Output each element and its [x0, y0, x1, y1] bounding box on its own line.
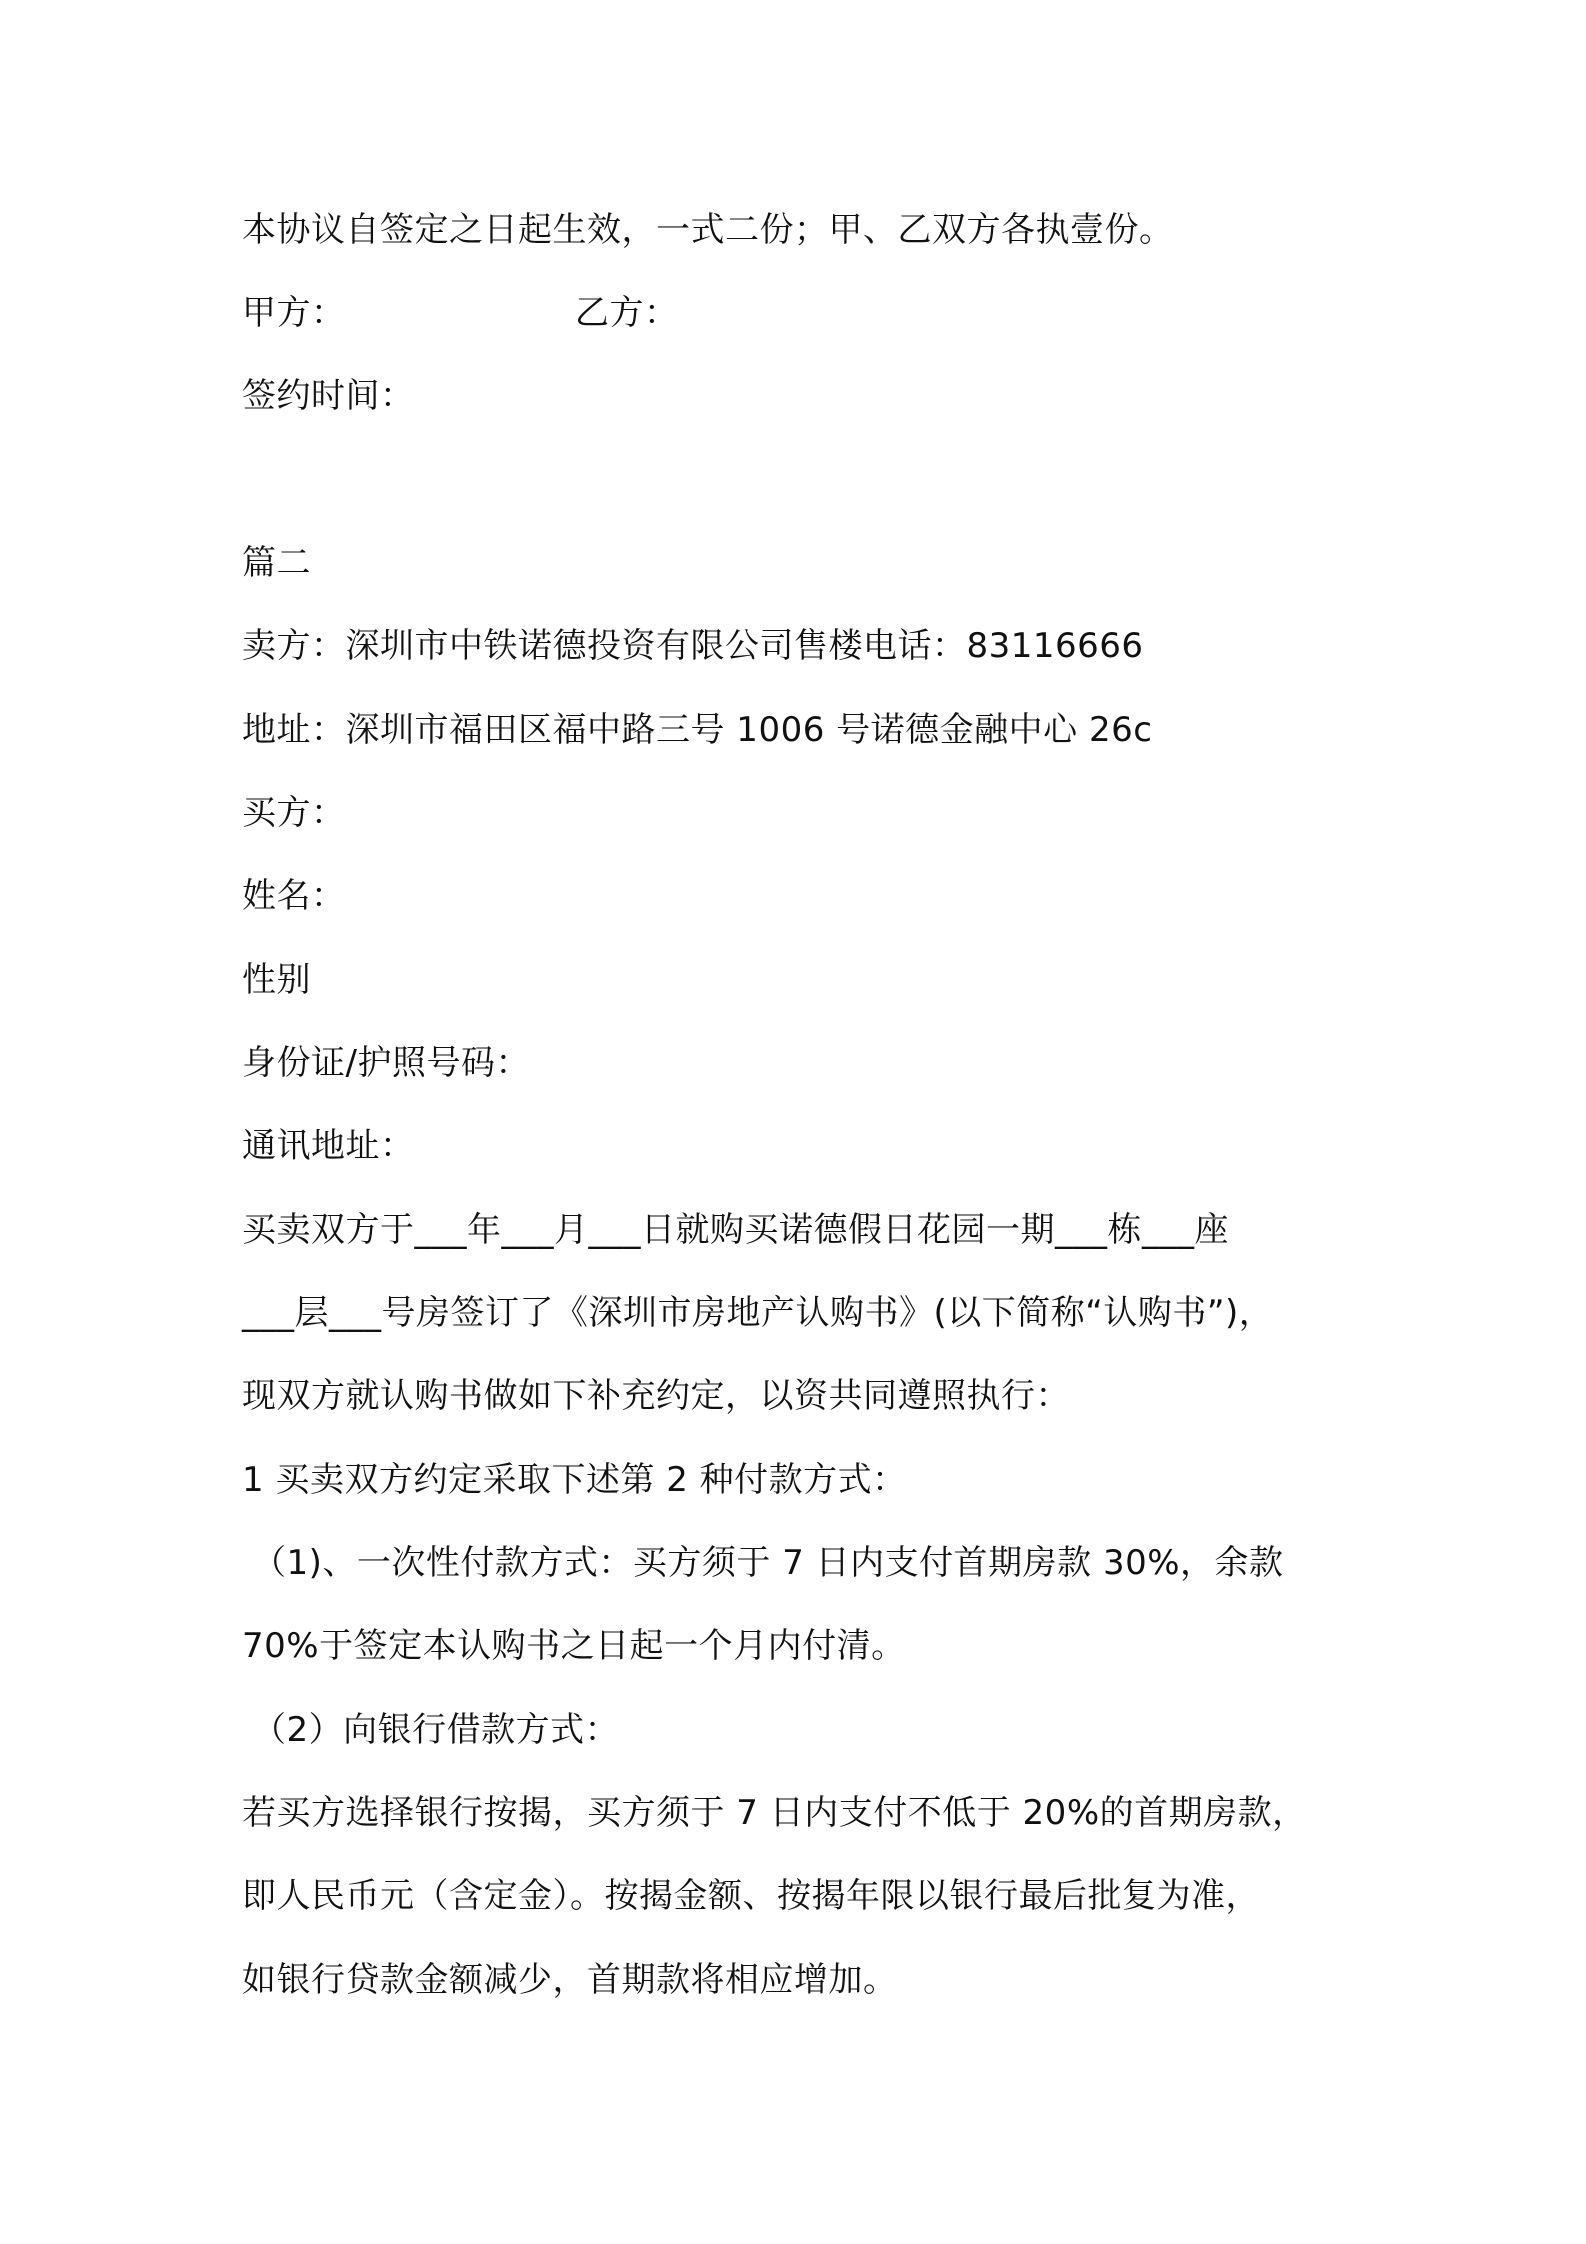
option-2-line-3: 如银行贷款金额减少，首期款将相应增加。	[242, 1960, 898, 2000]
id-label: 身份证/护照号码：	[242, 1043, 530, 1083]
intro-line-2: ___层___号房签订了《深圳市房地产认购书》(以下简称“认购书”)，	[242, 1293, 1274, 1333]
gender-label: 性别	[242, 960, 311, 1000]
effective-clause: 本协议自签定之日起生效，一式二份；甲、乙双方各执壹份。	[242, 210, 1174, 250]
option-1-line-1: （1)、一次性付款方式：买方须于 7 日内支付首期房款 30%，余款	[252, 1543, 1284, 1583]
option-1-line-2: 70%于签定本认购书之日起一个月内付清。	[242, 1626, 906, 1666]
address-line: 地址：深圳市福田区福中路三号 1006 号诺德金融中心 26c	[242, 710, 1153, 750]
mail-address-label: 通讯地址：	[242, 1126, 415, 1166]
intro-line-3: 现双方就认购书做如下补充约定，以资共同遵照执行：	[242, 1376, 1070, 1416]
party-b-label: 乙方：	[575, 293, 679, 333]
option-2-heading: （2）向银行借款方式：	[252, 1710, 620, 1750]
seller-line: 卖方：深圳市中铁诺德投资有限公司售楼电话：83116666	[242, 626, 1144, 666]
intro-line-1: 买卖双方于___年___月___日就购买诺德假日花园一期___栋___座	[242, 1210, 1229, 1250]
sign-time-label: 签约时间：	[242, 376, 415, 416]
name-label: 姓名：	[242, 876, 346, 916]
section-heading: 篇二	[242, 543, 311, 583]
option-2-line-1: 若买方选择银行按揭，买方须于 7 日内支付不低于 20%的首期房款，	[242, 1793, 1307, 1833]
buyer-label: 买方：	[242, 793, 346, 833]
option-2-line-2: 即人民币元（含定金）。按揭金额、按揭年限以银行最后批复为准，	[242, 1876, 1260, 1916]
clause-1: 1 买卖双方约定采取下述第 2 种付款方式：	[242, 1460, 907, 1500]
party-a-label: 甲方：	[242, 293, 346, 333]
